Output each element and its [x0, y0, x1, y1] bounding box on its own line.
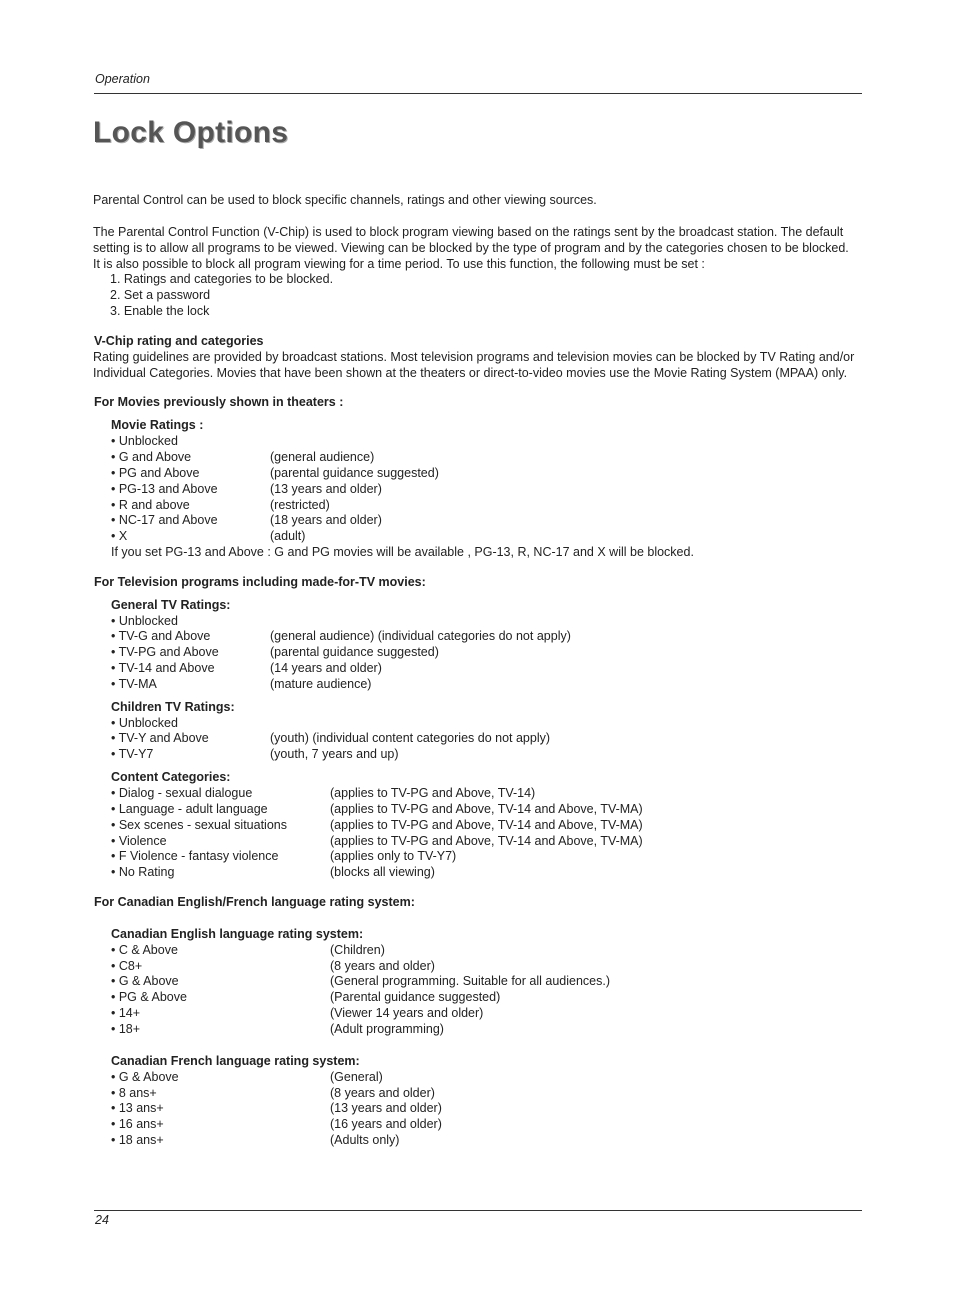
page-number: 24 — [95, 1213, 109, 1227]
children-tv-unblocked: • Unblocked — [111, 715, 178, 730]
canadian-rating-row — [93, 1101, 858, 1117]
movie-rating-row — [93, 450, 858, 466]
rating-description: (14 years and older) — [270, 661, 382, 676]
canadian-rating-row — [93, 959, 858, 975]
rating-description: (Parental guidance suggested) — [330, 990, 501, 1005]
section-label: Operation — [95, 72, 150, 86]
tv-heading: For Television programs including made-for-TV movies: — [94, 574, 426, 589]
rating-label: • PG & Above — [111, 990, 187, 1005]
rating-description: (adult) — [270, 529, 306, 544]
rating-description: (General programming. Suitable for all audiences.) — [330, 974, 610, 989]
general-tv-ratings-list — [93, 629, 858, 692]
rating-label: • 16 ans+ — [111, 1117, 164, 1132]
vchip-text: Rating guidelines are provided by broadcast stations. Most television programs and television movies can be blocked by TV Rating and/or Individual Categories. Movies that have been shown at the theaters or direct-to-video movies use the Movie Rating System (MPAA) only. — [93, 349, 855, 380]
rating-label: • 18+ — [111, 1021, 141, 1036]
canadian-rating-row — [93, 1022, 858, 1038]
rating-description: (Adults only) — [330, 1133, 400, 1148]
category-label: • No Rating — [111, 865, 175, 880]
rating-description: (general audience) — [270, 449, 375, 464]
content-category-row — [93, 849, 858, 865]
rating-label: • PG-13 and Above — [111, 481, 218, 496]
canadian-english-title: Canadian English language rating system: — [111, 926, 364, 941]
canadian-rating-row — [93, 943, 858, 959]
movie-rating-row — [93, 529, 858, 545]
category-description: (applies only to TV-Y7) — [330, 849, 457, 864]
rating-description: (youth) (individual content categories do not apply) — [270, 731, 551, 746]
rating-label: • TV-Y and Above — [111, 731, 209, 746]
category-description: (applies to TV-PG and Above, TV-14 and Above, TV-MA) — [330, 833, 643, 848]
category-description: (blocks all viewing) — [330, 865, 435, 880]
rating-description: (16 years and older) — [330, 1117, 442, 1132]
canadian-french-list — [93, 1070, 858, 1149]
setup-steps — [93, 272, 858, 320]
rating-description: (8 years and older) — [330, 958, 435, 973]
content-categories-list — [93, 786, 858, 881]
canadian-heading: For Canadian English/French language rating system: — [94, 895, 415, 910]
canadian-rating-row — [93, 974, 858, 990]
children-tv-ratings-list — [93, 731, 858, 763]
rating-label: • G & Above — [111, 1069, 179, 1084]
movies-heading: For Movies previously shown in theaters : — [94, 395, 344, 410]
category-description: (applies to TV-PG and Above, TV-14) — [330, 786, 536, 800]
general-tv-unblocked: • Unblocked — [111, 613, 178, 628]
rating-label: • TV-PG and Above — [111, 645, 219, 660]
canadian-english-list — [93, 943, 858, 1038]
category-label: • Dialog - sexual dialogue — [111, 786, 253, 800]
category-description: (applies to TV-PG and Above, TV-14 and Above, TV-MA) — [330, 817, 643, 832]
movie-rating-row — [93, 482, 858, 498]
movie-rating-row — [93, 498, 858, 514]
category-label: • Sex scenes - sexual situations — [111, 817, 287, 832]
rating-label: • 14+ — [111, 1006, 141, 1021]
content-category-row — [93, 818, 858, 834]
content-category-row — [93, 865, 858, 881]
vchip-description: The Parental Control Function (V-Chip) is used to block program viewing based on the ratings sent by the broadcast station. The default setting is to allow all programs to be viewed. Viewing can be blocked by the type of program and by the categories chosen to be blocked. It is also possible to block all program viewing for a time period. To use this function, the following must be set : — [93, 224, 849, 271]
rating-description: (13 years and older) — [270, 481, 382, 496]
vchip-heading: V-Chip rating and categories — [94, 333, 264, 348]
category-label: • Language - adult language — [111, 801, 268, 816]
tv-rating-row — [93, 629, 858, 645]
canadian-rating-row — [93, 1070, 858, 1086]
canadian-french-title: Canadian French language rating system: — [111, 1053, 360, 1068]
rating-description: (Viewer 14 years and older) — [330, 1006, 484, 1021]
intro-paragraph: Parental Control can be used to block specific channels, ratings and other viewing sources. — [93, 193, 597, 207]
canadian-rating-row — [93, 1006, 858, 1022]
rating-label: • G & Above — [111, 974, 179, 989]
rating-description: (18 years and older) — [270, 513, 382, 528]
rating-label: • TV-14 and Above — [111, 661, 215, 676]
header-divider — [94, 93, 862, 94]
movie-rating-row — [93, 466, 858, 482]
tv-rating-row — [93, 677, 858, 693]
rating-description: (8 years and older) — [330, 1085, 435, 1100]
canadian-rating-row — [93, 1117, 858, 1133]
rating-description: (general audience) (individual categories do not apply) — [270, 629, 571, 644]
rating-description: (General) — [330, 1069, 383, 1084]
content-category-row — [93, 802, 858, 818]
rating-description: (youth, 7 years and up) — [270, 747, 399, 762]
tv-rating-row — [93, 645, 858, 661]
rating-label: • G and Above — [111, 449, 192, 464]
tv-rating-row — [93, 661, 858, 677]
content-category-row — [93, 834, 858, 850]
canadian-rating-row — [93, 1086, 858, 1102]
rating-label: • TV-MA — [111, 676, 157, 691]
content-categories-title: Content Categories: — [111, 770, 231, 785]
rating-description: (parental guidance suggested) — [270, 465, 439, 480]
children-tv-ratings-title: Children TV Ratings: — [111, 699, 235, 714]
rating-label: • TV-Y7 — [111, 747, 154, 762]
category-label: • F Violence - fantasy violence — [111, 849, 279, 864]
rating-description: (restricted) — [270, 497, 330, 512]
rating-description: (parental guidance suggested) — [270, 645, 439, 660]
movie-ratings-list — [93, 450, 858, 545]
movie-ratings-title: Movie Ratings : — [111, 418, 204, 433]
rating-label: • C8+ — [111, 958, 143, 973]
rating-description: (mature audience) — [270, 676, 372, 691]
movie-ratings-note: If you set PG-13 and Above : G and PG movies will be available , PG-13, R, NC-17 and X will be blocked. — [111, 545, 694, 560]
movie-rating-row — [93, 513, 858, 529]
rating-description: (13 years and older) — [330, 1101, 442, 1116]
category-description: (applies to TV-PG and Above, TV-14 and Above, TV-MA) — [330, 801, 643, 816]
canadian-rating-row — [93, 1133, 858, 1149]
rating-label: • C & Above — [111, 942, 178, 957]
rating-label: • NC-17 and Above — [111, 513, 218, 528]
page-title: Lock Options — [93, 116, 289, 149]
rating-label: • X — [111, 529, 128, 544]
rating-label: • 13 ans+ — [111, 1101, 164, 1116]
page-body — [93, 193, 858, 1149]
category-label: • Violence — [111, 833, 167, 848]
movie-rating-unblocked: • Unblocked — [111, 434, 178, 449]
setup-step: 2. Set a password — [110, 288, 211, 303]
rating-description: (Adult programming) — [330, 1021, 444, 1036]
tv-rating-row — [93, 747, 858, 763]
rating-label: • 18 ans+ — [111, 1133, 164, 1148]
content-category-row — [93, 786, 858, 802]
setup-step: 1. Ratings and categories to be blocked. — [110, 272, 334, 287]
rating-label: • R and above — [111, 497, 190, 512]
setup-step: 3. Enable the lock — [110, 304, 210, 319]
canadian-rating-row — [93, 990, 858, 1006]
rating-label: • 8 ans+ — [111, 1085, 157, 1100]
footer-divider — [94, 1210, 862, 1211]
rating-label: • PG and Above — [111, 465, 200, 480]
rating-label: • TV-G and Above — [111, 629, 211, 644]
rating-description: (Children) — [330, 942, 385, 957]
tv-rating-row — [93, 731, 858, 747]
general-tv-ratings-title: General TV Ratings: — [111, 597, 231, 612]
